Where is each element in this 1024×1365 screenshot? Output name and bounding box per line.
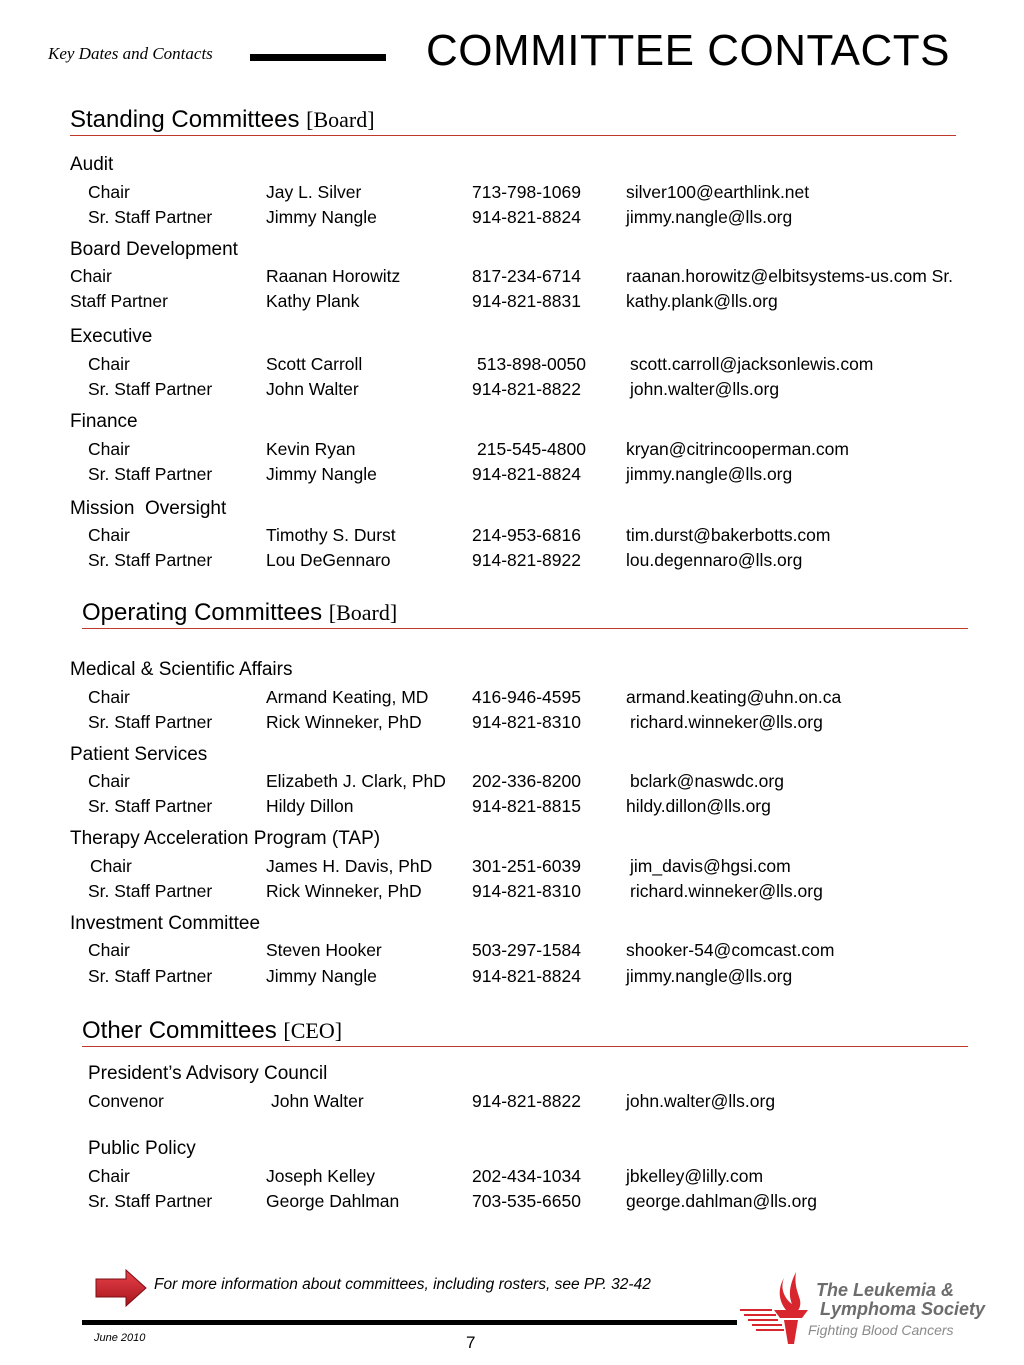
contact-phone: 202-336-8200 xyxy=(472,771,581,791)
section-name: Other Committees xyxy=(82,1017,277,1044)
contact-role: Chair xyxy=(88,687,130,707)
torch-icon xyxy=(738,1270,818,1346)
section-name: Standing Committees xyxy=(70,106,300,133)
contact-role: Sr. Staff Partner xyxy=(88,379,213,399)
contact-phone: 914-821-8822 xyxy=(472,1091,581,1111)
contact-name: John Walter xyxy=(266,379,359,399)
contact-email[interactable]: scott.carroll@jacksonlewis.com xyxy=(630,354,874,374)
contact-email[interactable]: shooker-54@comcast.com xyxy=(626,940,835,960)
page-title: COMMITTEE CONTACTS xyxy=(426,26,950,75)
contact-role: Staff Partner xyxy=(70,291,168,311)
contact-phone: 914-821-8310 xyxy=(472,712,581,732)
contact-name: Elizabeth J. Clark, PhD xyxy=(266,771,446,791)
contact-email[interactable]: jimmy.nangle@lls.org xyxy=(626,464,793,484)
contact-role: Chair xyxy=(88,182,130,202)
contact-email[interactable]: kryan@citrincooperman.com xyxy=(626,439,849,459)
contact-email[interactable]: bclark@naswdc.org xyxy=(630,771,784,791)
committee-name: President’s Advisory Council xyxy=(88,1063,328,1084)
contact-phone: 817-234-6714 xyxy=(472,266,581,286)
contact-name: Jay L. Silver xyxy=(266,182,362,202)
contact-email[interactable]: kathy.plank@lls.org xyxy=(626,291,778,311)
contact-role: Chair xyxy=(88,354,130,374)
contact-name: Hildy Dillon xyxy=(266,796,354,816)
section-bracket: [CEO] xyxy=(283,1018,343,1043)
committee-name: Investment Committee xyxy=(70,913,261,934)
contact-role: Sr. Staff Partner xyxy=(88,712,213,732)
contact-phone: 215-545-4800 xyxy=(477,439,586,459)
contact-email[interactable]: hildy.dillon@lls.org xyxy=(626,796,771,816)
contact-role: Chair xyxy=(70,266,112,286)
contact-email[interactable]: jimmy.nangle@lls.org xyxy=(626,207,793,227)
committee-name: Finance xyxy=(70,411,138,432)
committee-name: Audit xyxy=(70,154,114,175)
contact-name: Lou DeGennaro xyxy=(266,550,391,570)
committee-name: Public Policy xyxy=(88,1138,196,1159)
contact-phone: 914-821-8824 xyxy=(472,966,581,986)
section-heading-other xyxy=(82,1017,342,1045)
section-bracket: [Board] xyxy=(306,107,375,132)
section-rule xyxy=(82,1046,968,1047)
contact-phone: 914-821-8824 xyxy=(472,207,581,227)
committee-name: Medical & Scientific Affairs xyxy=(70,659,293,680)
contact-role: Chair xyxy=(90,856,132,876)
page-number: 7 xyxy=(466,1333,476,1352)
contact-role: Chair xyxy=(88,771,130,791)
contact-email[interactable]: john.walter@lls.org xyxy=(630,379,780,399)
contact-name: Jimmy Nangle xyxy=(266,966,377,986)
contact-role: Sr. Staff Partner xyxy=(88,207,213,227)
contact-email[interactable]: jbkelley@lilly.com xyxy=(626,1166,764,1186)
contact-email[interactable]: jim_davis@hgsi.com xyxy=(630,856,791,876)
contact-phone: 914-821-8922 xyxy=(472,550,581,570)
contact-phone: 513-898-0050 xyxy=(477,354,586,374)
contact-name: Jimmy Nangle xyxy=(266,207,377,227)
contact-phone: 416-946-4595 xyxy=(472,687,581,707)
committee-name: Patient Services xyxy=(70,744,208,765)
contact-role: Chair xyxy=(88,1166,130,1186)
footer-rule xyxy=(82,1320,737,1325)
contact-role: Sr. Staff Partner xyxy=(88,464,213,484)
footer-date: June 2010 xyxy=(94,1332,146,1344)
contact-name: George Dahlman xyxy=(266,1191,400,1211)
contact-phone: 202-434-1034 xyxy=(472,1166,581,1186)
contact-name: Rick Winneker, PhD xyxy=(266,881,422,901)
contact-phone: 914-821-8310 xyxy=(472,881,581,901)
contact-name: Rick Winneker, PhD xyxy=(266,712,422,732)
contact-name: John Walter xyxy=(271,1091,364,1111)
contact-name: Steven Hooker xyxy=(266,940,382,960)
arrow-right-icon xyxy=(94,1268,148,1313)
contact-name: James H. Davis, PhD xyxy=(266,856,433,876)
section-heading-standing xyxy=(70,106,375,134)
logo-name-line1: The Leukemia & xyxy=(816,1280,955,1300)
contact-email[interactable]: richard.winneker@lls.org xyxy=(630,712,823,732)
section-tag: Key Dates and Contacts xyxy=(48,44,213,63)
section-bracket: [Board] xyxy=(328,600,398,625)
contact-email[interactable]: jimmy.nangle@lls.org xyxy=(626,966,793,986)
contact-email[interactable]: richard.winneker@lls.org xyxy=(630,881,823,901)
section-name: Operating Committees xyxy=(82,599,323,626)
footer-note: For more information about committees, including rosters, see PP. 32-42 xyxy=(154,1276,651,1293)
contact-email[interactable]: raanan.horowitz@elbitsystems-us.com Sr. xyxy=(626,266,954,286)
contact-email[interactable]: tim.durst@bakerbotts.com xyxy=(626,525,831,545)
contact-phone: 914-821-8824 xyxy=(472,464,581,484)
contact-phone: 914-821-8815 xyxy=(472,796,581,816)
logo-tagline: Fighting Blood Cancers xyxy=(808,1322,954,1338)
committee-name: Therapy Acceleration Program (TAP) xyxy=(70,828,381,849)
contact-phone: 703-535-6650 xyxy=(472,1191,581,1211)
logo-name-line2: Lymphoma Society xyxy=(820,1299,986,1319)
contact-name: Timothy S. Durst xyxy=(266,525,396,545)
contact-email[interactable]: lou.degennaro@lls.org xyxy=(626,550,803,570)
contact-phone: 914-821-8831 xyxy=(472,291,581,311)
committee-name: Board Development xyxy=(70,239,238,260)
contact-role: Chair xyxy=(88,439,130,459)
committee-name: Mission Oversight xyxy=(70,498,227,519)
contact-name: Jimmy Nangle xyxy=(266,464,377,484)
contact-role: Convenor xyxy=(88,1091,164,1111)
contact-role: Sr. Staff Partner xyxy=(88,881,213,901)
section-rule xyxy=(82,628,968,629)
contact-role: Sr. Staff Partner xyxy=(88,796,213,816)
contact-name: Joseph Kelley xyxy=(266,1166,375,1186)
contact-role: Sr. Staff Partner xyxy=(88,966,213,986)
contact-name: Raanan Horowitz xyxy=(266,266,401,286)
contact-role: Sr. Staff Partner xyxy=(88,1191,213,1211)
section-heading-operating xyxy=(82,599,397,627)
contact-email[interactable]: george.dahlman@lls.org xyxy=(626,1191,817,1211)
contact-role: Chair xyxy=(88,940,130,960)
contact-name: Scott Carroll xyxy=(266,354,363,374)
section-rule xyxy=(70,135,956,136)
committee-name: Executive xyxy=(70,326,153,347)
header-divider xyxy=(250,54,386,61)
contact-name: Armand Keating, MD xyxy=(266,687,429,707)
contact-phone: 214-953-6816 xyxy=(472,525,581,545)
contact-phone: 301-251-6039 xyxy=(472,856,581,876)
contact-phone: 503-297-1584 xyxy=(472,940,581,960)
contact-phone: 914-821-8822 xyxy=(472,379,581,399)
contact-name: Kevin Ryan xyxy=(266,439,356,459)
contact-role: Sr. Staff Partner xyxy=(88,550,213,570)
contact-phone: 713-798-1069 xyxy=(472,182,581,202)
contact-email[interactable]: john.walter@lls.org xyxy=(626,1091,776,1111)
contact-email[interactable]: armand.keating@uhn.on.ca xyxy=(626,687,842,707)
contact-email[interactable]: silver100@earthlink.net xyxy=(626,182,810,202)
contact-role: Chair xyxy=(88,525,130,545)
contact-name: Kathy Plank xyxy=(266,291,360,311)
